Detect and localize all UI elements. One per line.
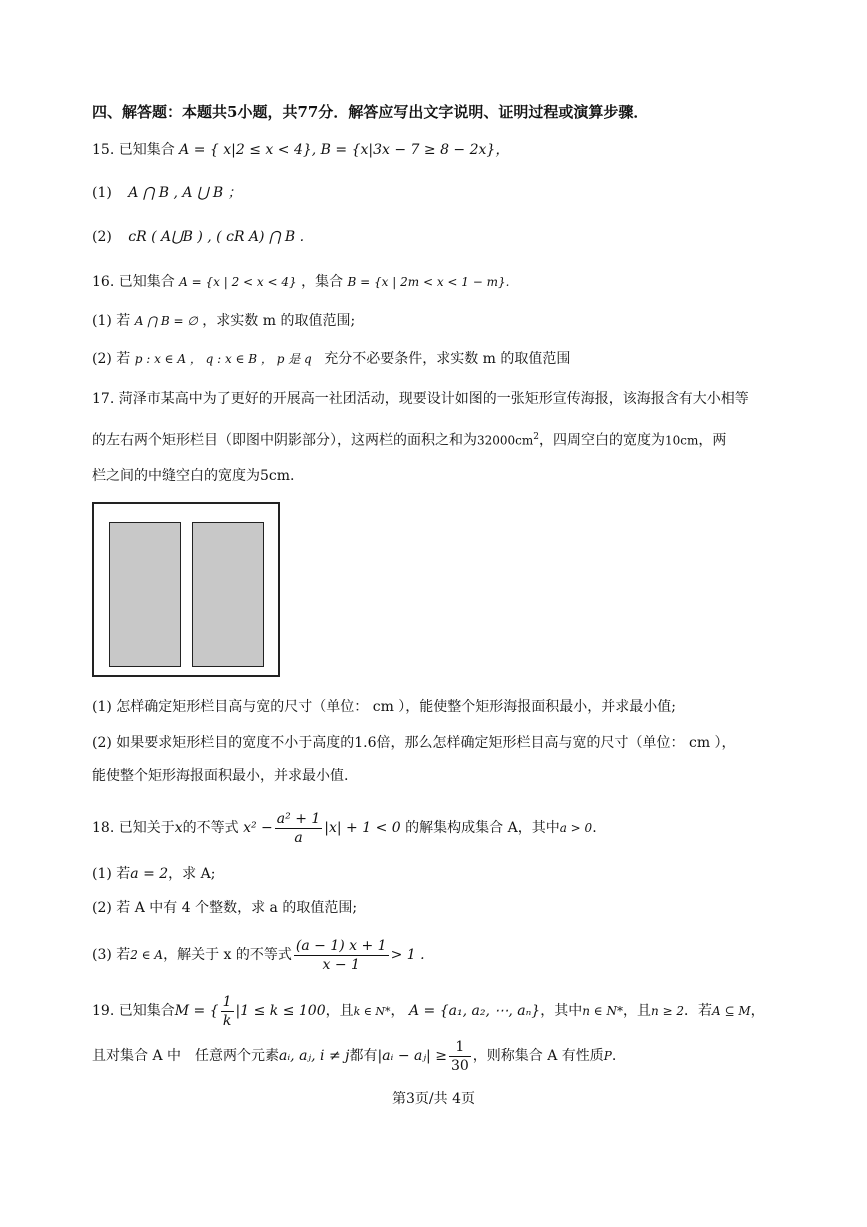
q19-subset: A ⊆ M [712, 1004, 751, 1018]
poster-right-column [192, 522, 264, 667]
q16-p2-suffix: 充分不必要条件，求实数 m 的取值范围 [324, 351, 571, 367]
q19-stem-g: ， [750, 1003, 765, 1019]
q18-stem-c: 的解集构成集合 A，其中 [405, 820, 560, 836]
q17-line2-c: ，两 [698, 432, 727, 449]
q19-stem-d: ，其中 [540, 1003, 583, 1019]
q17-line2-a: 的左右两个矩形栏目（即图中阴影部分），这两栏的面积之和为 [92, 432, 477, 449]
q18-p1-prefix: (1) 若 [92, 866, 131, 882]
q19-bound-den: 30 [450, 1057, 469, 1074]
q15-p1-label: (1) [92, 185, 112, 201]
q19-stem-a: 19. 已知集合 [92, 1003, 175, 1019]
q19-property-p: P [603, 1049, 612, 1063]
q15-stem [92, 140, 509, 160]
q18-frac-den: a [294, 829, 303, 846]
poster-left-column [109, 522, 181, 667]
q18-stem-b: 的不等式 [182, 820, 239, 836]
q18-p1-suffix: ，求 A; [168, 866, 216, 882]
q17-part2-cont: 能使整个矩形海报面积最小，并求最小值. [92, 768, 349, 784]
q19-stem-f: ．若 [684, 1003, 712, 1019]
q15-stem-prefix: 15. 已知集合 [92, 142, 175, 158]
q19-bound-fraction [449, 1038, 471, 1075]
q17-line3-b: . [290, 468, 295, 484]
q17-width: 10cm [665, 433, 699, 448]
q17-area: 32000cm [477, 433, 534, 448]
q19-m-fraction [221, 993, 234, 1030]
q18-part3 [92, 935, 425, 975]
q19-stem-e: ，且 [622, 1003, 651, 1019]
q17-area-sup: 2 [533, 432, 540, 442]
q18-fraction [275, 810, 323, 847]
q16-set-a: A = {x | 2 < x < 4} [179, 275, 297, 289]
q19-m-num: 1 [222, 993, 232, 1010]
q15-stem-math: A = { x|2 ≤ x < 4}, B = {x|3x − 7 ≥ 8 − 2x}， [179, 142, 510, 158]
q15-part1 [92, 183, 242, 203]
q19-stem-b: ，且 [325, 1003, 354, 1019]
q17-line2-b: ，四周空白的宽度为 [539, 432, 666, 449]
q18-stem [92, 808, 597, 848]
q19-bound-num: 1 [449, 1038, 471, 1057]
q18-part1 [92, 864, 215, 884]
q18-ineq-left: x² − [243, 820, 273, 836]
q19-abs: |aᵢ − aⱼ| ≥ [377, 1048, 447, 1064]
q19-m-prefix: M = { [174, 1003, 219, 1019]
q19-n-cond: n ∈ N* [582, 1004, 623, 1018]
q15-p2-label: (2) [92, 229, 112, 245]
q18-stem-a: 18. 已知关于 [92, 820, 175, 836]
q16-part2 [92, 349, 570, 369]
q19-line2-end: . [611, 1048, 617, 1064]
q19-line2-b: 都有 [349, 1048, 378, 1064]
q16-p1-math: A ⋂ B = ∅ [134, 314, 198, 328]
q18-p3-fraction [294, 937, 389, 974]
q17-gap: 5cm [260, 468, 291, 484]
q15-p1-math: A ⋂ B , A ⋃ B ； [128, 185, 242, 201]
q19-line2-a: 且对集合 A 中 任意两个元素 [92, 1048, 280, 1064]
q18-part2: (2) 若 A 中有 4 个整数，求 a 的取值范围; [92, 900, 358, 916]
q17-line3 [92, 466, 294, 486]
q17-line3-a: 栏之间的中缝空白的宽度为 [92, 468, 260, 484]
q16-stem [92, 272, 509, 292]
q16-part1 [92, 311, 355, 331]
q19-k-cond: k ∈ N* [353, 1005, 391, 1018]
q17-line2 [92, 427, 726, 451]
q18-cond: a > 0 [559, 821, 593, 835]
q18-p3-mid: ，解关于 x 的不等式 [163, 947, 292, 963]
q19-line2 [92, 1036, 616, 1076]
q16-set-b: B = {x | 2m < x < 1 − m}. [347, 275, 510, 289]
q15-part2 [92, 227, 304, 247]
q18-p1-math: a = 2 [130, 866, 169, 882]
q18-x: x [174, 820, 183, 836]
q18-p3-prefix: (3) 若 [92, 947, 131, 963]
q17-part1: (1) 怎样确定矩形栏目高与宽的尺寸（单位： cm ），能使整个矩形海报面积最小，并求最小值; [92, 699, 677, 715]
q19-a-set: A = {a₁, a₂, ⋯, aₙ} [409, 1003, 541, 1019]
q15-p2-math: ᴄR ( A⋃B ) , ( ᴄR A) ⋂ B . [128, 229, 305, 245]
section-heading: 四、解答题：本题共5小题，共77分．解答应写出文字说明、证明过程或演算步骤． [92, 103, 649, 121]
q19-stem-c: ， [390, 1003, 405, 1019]
q19-m-den: k [222, 1012, 232, 1029]
q19-elems: aᵢ, aⱼ, i ≠ j [279, 1048, 350, 1064]
q18-p3-suffix: > 1 . [390, 947, 425, 963]
q18-stem-end: . [592, 820, 597, 836]
q18-p3-num: (a − 1) x + 1 [295, 937, 387, 954]
q19-stem [92, 991, 765, 1032]
q16-p2-math: p : x ∈ A ， q : x ∈ B ， p 是 q [134, 352, 312, 366]
poster-figure [92, 502, 280, 677]
q16-p2-prefix: (2) 若 [92, 351, 131, 367]
q16-stem-prefix: 16. 已知集合 [92, 274, 175, 290]
q16-p1-suffix: ，求实数 m 的取值范围; [202, 313, 356, 329]
q19-m-suffix: |1 ≤ k ≤ 100 [235, 1003, 326, 1019]
q18-frac-num: a² + 1 [276, 810, 321, 827]
q17-part2: (2) 如果要求矩形栏目的宽度不小于高度的1.6倍，那么怎样确定矩形栏目高与宽的尺寸（单位： cm ）， [92, 735, 736, 751]
page-footer: 第3页/共 4页 [392, 1091, 475, 1107]
q18-ineq-right: |x| + 1 < 0 [324, 820, 401, 836]
q16-p1-prefix: (1) 若 [92, 313, 131, 329]
q18-p3-den: x − 1 [322, 956, 360, 973]
q17-line1: 17. 菏泽市某高中为了更好的开展高一社团活动，现要设计如图的一张矩形宣传海报，该海报含有大小相等 [92, 391, 749, 407]
q19-line2-c: ，则称集合 A 有性质 [472, 1048, 604, 1064]
q16-stem-mid: ，集合 [301, 274, 344, 290]
q19-n-ge: n ≥ 2 [650, 1004, 684, 1018]
q18-p3-cond: 2 ∈ A [130, 948, 164, 962]
